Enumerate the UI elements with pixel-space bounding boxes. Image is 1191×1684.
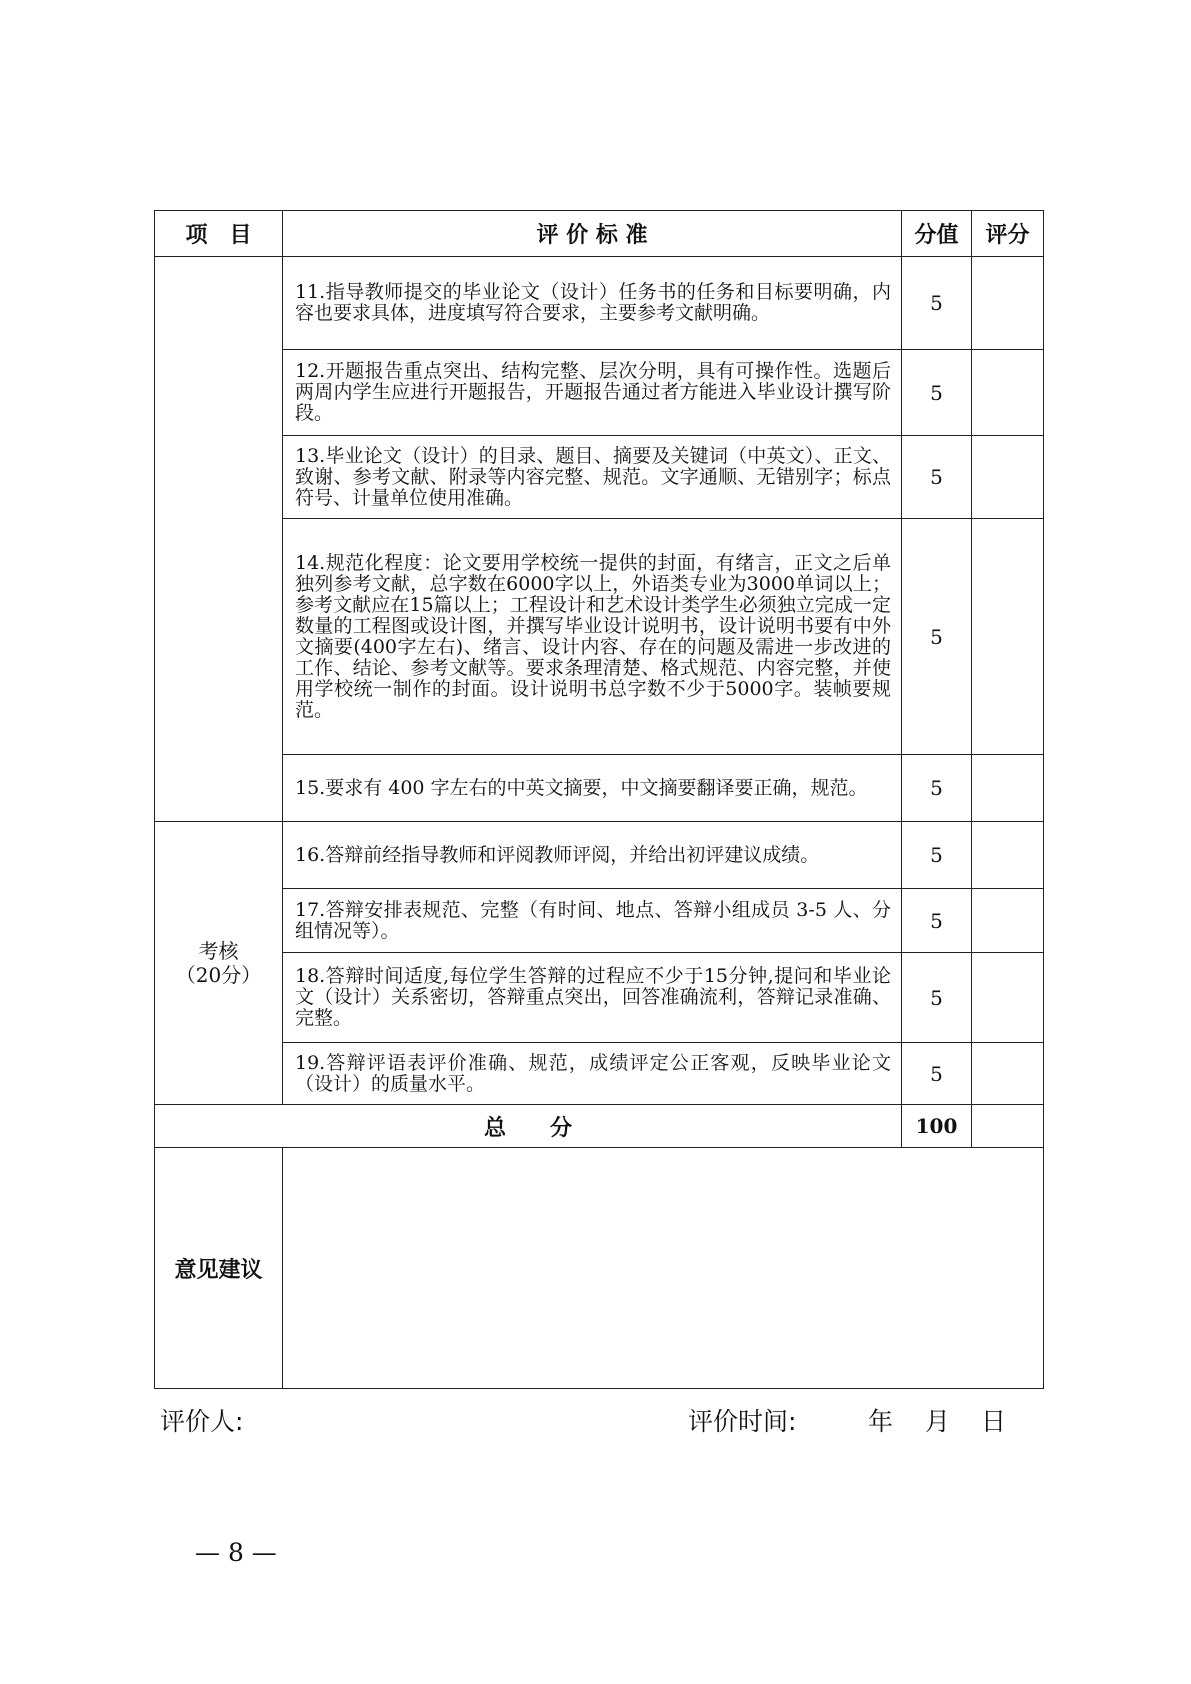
table-row (155, 257, 1044, 350)
points-cell: 5 (902, 889, 972, 953)
header-points: 分值 (902, 211, 972, 257)
criteria-cell: 19.答辩评语表评价准确、规范，成绩评定公正客观，反映毕业论文（设计）的质量水平。 (283, 1043, 902, 1105)
criteria-cell: 16.答辩前经指导教师和评阅教师评阅，并给出初评建议成绩。 (283, 822, 902, 889)
year-label: 年 (868, 1407, 894, 1436)
score-input-cell[interactable] (972, 822, 1044, 889)
opinion-content-field[interactable] (283, 1148, 1044, 1389)
criteria-cell: 11.指导教师提交的毕业论文（设计）任务书的任务和目标要明确，内容也要求具体，进度填写符合要求，主要参考文献明确。 (283, 257, 902, 350)
day-label: 日 (981, 1407, 1007, 1436)
table-row (155, 755, 1044, 822)
points-cell: 5 (902, 257, 972, 350)
criteria-cell: 12.开题报告重点突出、结构完整、层次分明，具有可操作性。选题后两周内学生应进行开题报告，开题报告通过者方能进入毕业设计撰写阶段。 (283, 350, 902, 436)
criteria-cell: 14.规范化程度：论文要用学校统一提供的封面，有绪言，正文之后单独列参考文献，总字数在6000字以上，外语类专业为3000单词以上；参考文献应在15篇以上；工程设计和艺术设计类学生必须独立完成一定数量的工程图或设计图，并撰写毕业设计说明书，设计说明书要有中外文摘要(400字左右)、绪言、设计内容、存在的问题及需进一步改进的工作、结论、参考文献等。要求条理清楚、格式规范、内容完整，并使用学校统一制作的封面。设计说明书总字数不少于5000字。装帧要规范。 (283, 519, 902, 755)
category-assessment (155, 822, 283, 1105)
points-cell: 5 (902, 1043, 972, 1105)
total-label: 总 分 (155, 1105, 902, 1148)
evaluator-label: 评价人: (160, 1407, 244, 1436)
evaluation-time-label: 评价时间: (688, 1407, 797, 1436)
page-number: — 8 — (195, 1538, 277, 1567)
score-input-cell[interactable] (972, 1043, 1044, 1105)
table-row (155, 519, 1044, 755)
header-score: 评分 (972, 211, 1044, 257)
total-row (155, 1105, 1044, 1148)
table-row (155, 889, 1044, 953)
points-cell: 5 (902, 953, 972, 1043)
opinion-label: 意见建议 (155, 1148, 283, 1389)
table-row (155, 436, 1044, 519)
points-cell: 5 (902, 519, 972, 755)
score-input-cell[interactable] (972, 350, 1044, 436)
opinion-row (155, 1148, 1044, 1389)
total-value: 100 (902, 1105, 972, 1148)
score-input-cell[interactable] (972, 755, 1044, 822)
month-label: 月 (925, 1407, 951, 1436)
table-header-row (155, 211, 1044, 257)
points-cell: 5 (902, 755, 972, 822)
table-row (155, 1043, 1044, 1105)
table-row (155, 350, 1044, 436)
points-cell: 5 (902, 436, 972, 519)
criteria-cell: 15.要求有 400 字左右的中英文摘要，中文摘要翻译要正确，规范。 (283, 755, 902, 822)
table-row (155, 822, 1044, 889)
score-input-cell[interactable] (972, 889, 1044, 953)
header-criteria: 评 价 标 准 (283, 211, 902, 257)
total-score-cell[interactable] (972, 1105, 1044, 1148)
points-cell: 5 (902, 822, 972, 889)
points-cell: 5 (902, 350, 972, 436)
category-name: 考核 (198, 939, 239, 963)
table-row (155, 953, 1044, 1043)
evaluation-table (154, 210, 1044, 1389)
criteria-cell: 13.毕业论文（设计）的目录、题目、摘要及关键词（中英文）、正文、致谢、参考文献、附录等内容完整、规范。文字通顺、无错别字；标点符号、计量单位使用准确。 (283, 436, 902, 519)
score-input-cell[interactable] (972, 953, 1044, 1043)
score-input-cell[interactable] (972, 257, 1044, 350)
criteria-cell: 17.答辩安排表规范、完整（有时间、地点、答辩小组成员 3-5 人、分组情况等）。 (283, 889, 902, 953)
criteria-cell: 18.答辩时间适度,每位学生答辩的过程应不少于15分钟,提问和毕业论文（设计）关系密切，答辩重点突出，回答准确流利，答辩记录准确、完整。 (283, 953, 902, 1043)
score-input-cell[interactable] (972, 436, 1044, 519)
score-input-cell[interactable] (972, 519, 1044, 755)
category-cell-empty (155, 257, 283, 822)
category-points: （20分） (175, 963, 262, 987)
header-item: 项 目 (155, 211, 283, 257)
